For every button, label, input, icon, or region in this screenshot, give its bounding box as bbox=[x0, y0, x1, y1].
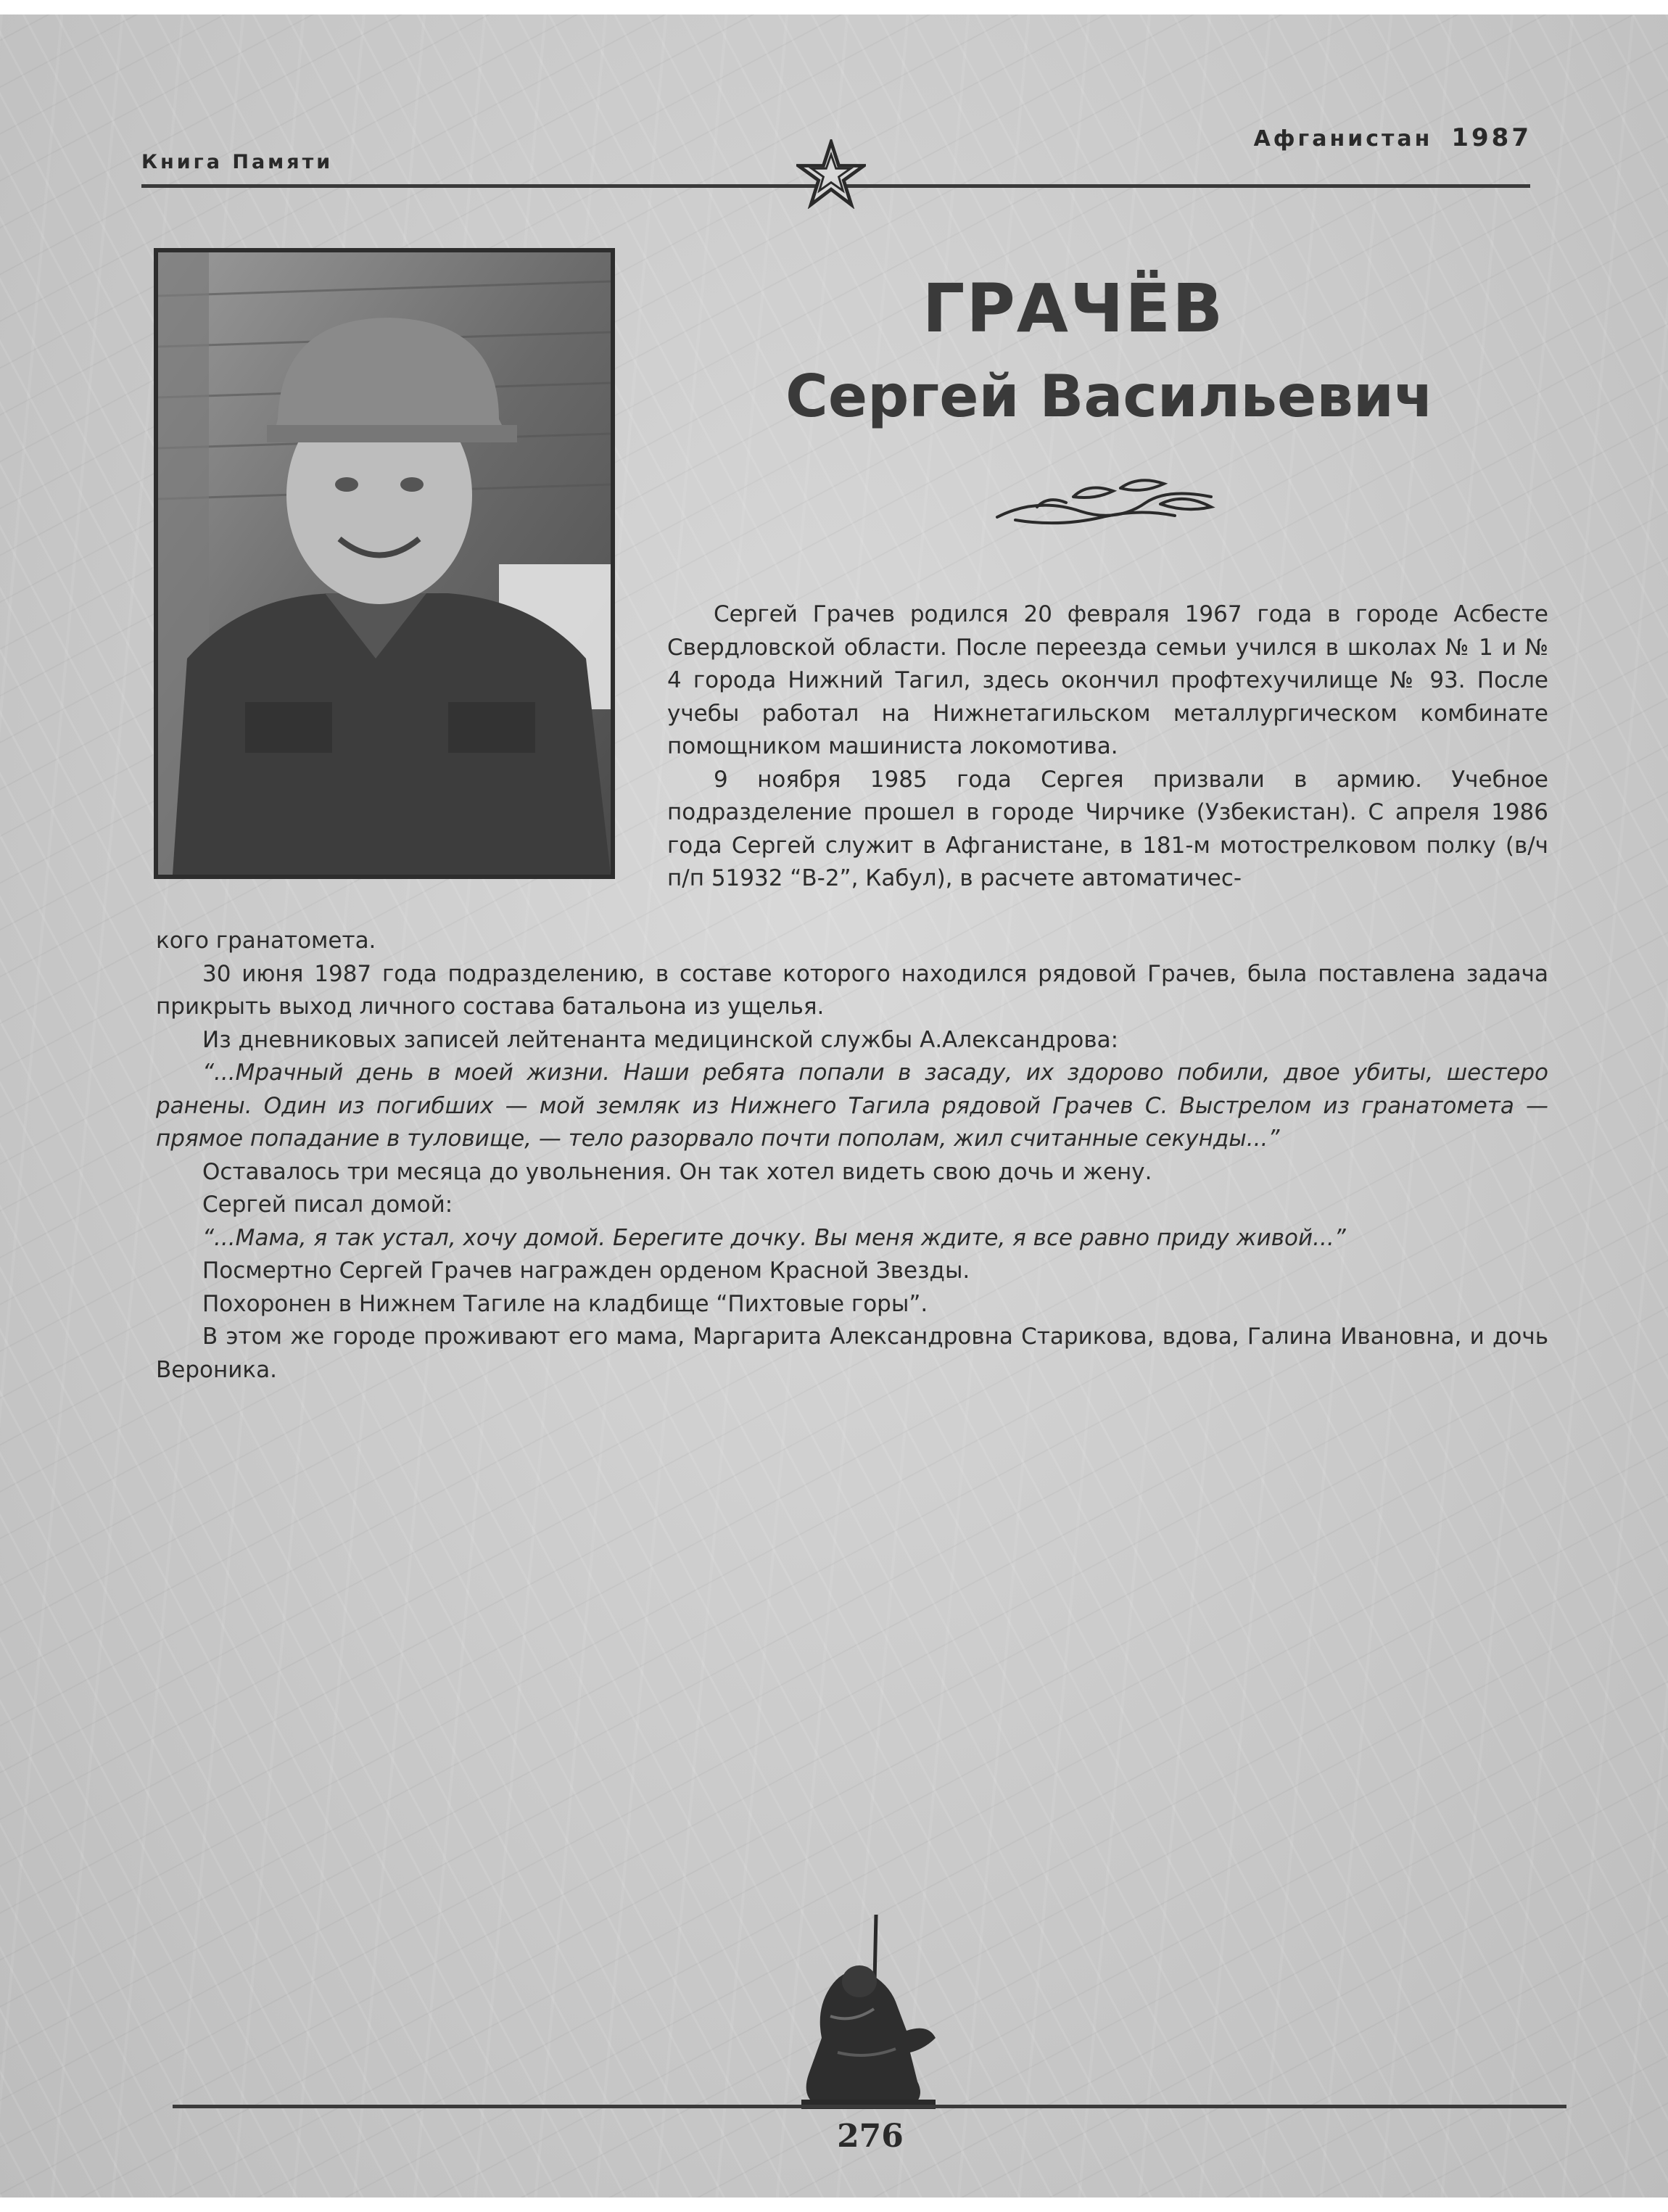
bio-paragraph: Оставалось три месяца до увольнения. Он так хотел видеть свою дочь и жену. bbox=[202, 1158, 1152, 1185]
bio-paragraph: Из дневниковых записей лейтенанта медицинской службы А.Александрова: bbox=[202, 1026, 1119, 1053]
bio-paragraph: кого гранатомета. bbox=[156, 928, 376, 954]
running-header-year: 1987 bbox=[1451, 123, 1532, 152]
portrait-photo bbox=[154, 248, 615, 879]
diary-quote: “...Мрачный день в моей жизни. Наши ребята попали в засаду, их здорово побили, двое убиты, шестеро ранены. Один из погибших — мой земляк из Нижнего Тагила рядовой Грачев С. Выстрелом из гранатомета — прямое попадание в туловище, — тело разорвало почти пополам, жил считанные секунды...” bbox=[156, 1060, 1548, 1152]
bio-paragraph: Сергей Грачев родился 20 февраля 1967 года в городе Асбесте Свердловской области. После переезда семьи учился в школах № 1 и № 4 города Нижний Тагил, здесь окончил профтехучилище № 93. После учебы работал на Нижнетагильском металлургическом комбинате помощником машиниста локомотива. bbox=[667, 601, 1548, 759]
letter-quote: “...Мама, я так устал, хочу домой. Берегите дочку. Вы меня ждите, я все равно приду живой...” bbox=[202, 1224, 1346, 1251]
running-header-left: Книга Памяти bbox=[141, 151, 334, 173]
running-header-label: Афганистан bbox=[1253, 126, 1433, 152]
given-name-heading: Сергей Васильевич bbox=[785, 363, 1434, 430]
running-header-right bbox=[1254, 123, 1532, 152]
bio-paragraph: 30 июня 1987 года подразделению, в составе которого находился рядовой Грачев, была поставлена задача прикрыть выход личного состава батальона из ущелья. bbox=[156, 960, 1548, 1020]
bio-paragraph: 9 ноября 1985 года Сергея призвали в армию. Учебное подразделение прошел в городе Чирчике (Узбекистан). С апреля 1986 года Сергей служит в Афганистане, в 181-м мотострелковом полку (в/ч п/п 51932 “В-2”, Кабул), в расчете автоматичес- bbox=[667, 766, 1548, 891]
star-icon bbox=[796, 139, 866, 209]
bio-paragraph: В этом же городе проживают его мама, Маргарита Александровна Старикова, вдова, Галина Ивановна, и дочь Вероника. bbox=[156, 1324, 1548, 1383]
soldier-monument-icon bbox=[787, 1915, 950, 2109]
page-number: 276 bbox=[837, 2118, 904, 2155]
bio-paragraph: Похоронен в Нижнем Тагиле на кладбище “Пихтовые горы”. bbox=[202, 1290, 928, 1317]
footer-rule bbox=[173, 2105, 1566, 2108]
biography-top bbox=[667, 598, 1548, 896]
biography-lower bbox=[156, 925, 1548, 1387]
page-sheet bbox=[0, 15, 1668, 2197]
bio-paragraph: Сергей писал домой: bbox=[202, 1192, 453, 1218]
bio-paragraph: Посмертно Сергей Грачев награжден орденом Красной Звезды. bbox=[202, 1258, 970, 1284]
flourish-icon bbox=[994, 475, 1222, 533]
surname-heading: ГРАЧЁВ bbox=[922, 270, 1225, 347]
